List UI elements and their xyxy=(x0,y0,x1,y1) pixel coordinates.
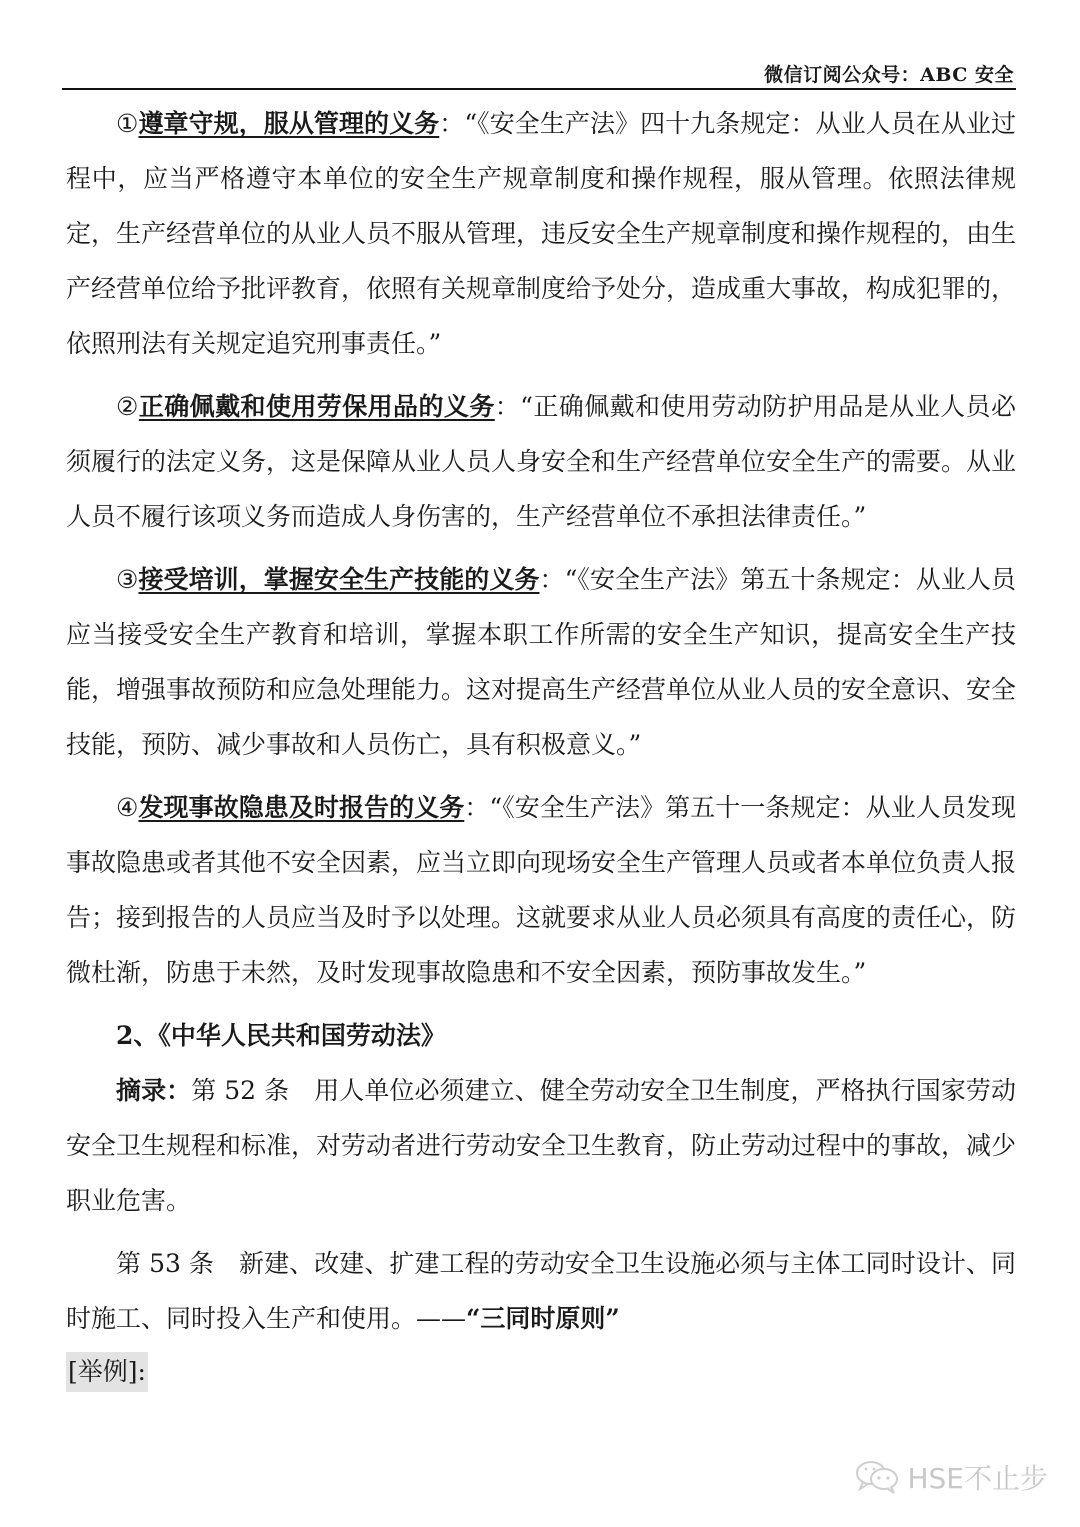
duty-separator: ： xyxy=(439,109,465,138)
watermark-text: HSE不止步 xyxy=(907,1462,1048,1495)
duty-marker: ① xyxy=(116,109,139,138)
duty-marker: ④ xyxy=(116,793,139,822)
duty-marker: ③ xyxy=(116,565,139,594)
duty-title: 遵章守规，服从管理的义务 xyxy=(138,109,440,138)
article-52-text: 第 52 条 用人单位必须建立、健全劳动安全卫生制度，严格执行国家劳动安全卫生规程和标准，对劳动者进行劳动安全卫生教育，防止劳动过程中的事故，减少职业危害。 xyxy=(66,1076,1017,1215)
three-simultaneous-principle: “三同时原则” xyxy=(466,1304,620,1333)
duty-paragraph-1 xyxy=(66,96,1016,371)
duty-title: 接受培训，掌握安全生产技能的义务 xyxy=(138,565,540,594)
article-53-text: 第 53 条 新建、改建、扩建工程的劳动安全卫生设施必须与主体工同时设计、同时施工、同时投入生产和使用。—— xyxy=(66,1249,1016,1333)
article-52-paragraph xyxy=(66,1063,1016,1228)
duty-separator: ： xyxy=(494,392,521,421)
duty-title: 正确佩戴和使用劳保用品的义务 xyxy=(138,392,495,421)
article-53-paragraph xyxy=(66,1236,1016,1346)
duty-separator: ： xyxy=(539,565,565,594)
duty-body: “《安全生产法》第五十一条规定：从业人员发现事故隐患或者其他不安全因素，应当立即向现场安全生产管理人员或者本单位负责人报告；接到报告的人员应当及时予以处理。这就要求从业人员必须具有高度的责任心，防微杜渐，防患于未然，及时发现事故隐患和不安全因素，预防事故发生。” xyxy=(66,793,1017,987)
duty-marker: ② xyxy=(116,392,139,421)
section-heading-labor-law: 2、《中华人民共和国劳动法》 xyxy=(116,1021,446,1050)
duty-paragraph-3 xyxy=(66,552,1016,772)
document-body xyxy=(66,96,1016,1392)
duty-paragraph-2 xyxy=(66,379,1016,544)
duty-body: “正确佩戴和使用劳动防护用品是从业人员必须履行的法定义务，这是保障从业人员人身安全和生产经营单位安全生产的需要。从业人员不履行该项义务而造成人身伤害的，生产经营单位不承担法律责任。” xyxy=(66,392,1017,531)
example-tag: [举例]: xyxy=(66,1352,148,1392)
page-header xyxy=(62,58,1016,90)
duty-title: 发现事故隐患及时报告的义务 xyxy=(138,793,465,822)
duty-body: “《安全生产法》四十九条规定：从业人员在从业过程中，应当严格遵守本单位的安全生产规章制度和操作规程，服从管理。依照法律规定，生产经营单位的从业人员不服从管理，违反安全生产规章制度和操作规程的，由生产经营单位给予批评教育，依照有关规章制度给予处分，造成重大事故，构成犯罪的，依照刑法有关规定追究刑事责任。” xyxy=(66,109,1017,358)
wechat-icon xyxy=(855,1459,901,1495)
watermark xyxy=(855,1457,1048,1497)
duty-body: “《安全生产法》第五十条规定：从业人员应当接受安全生产教育和培训，掌握本职工作所需的安全生产知识，提高安全生产技能，增强事故预防和应急处理能力。这对提高生产经营单位从业人员的安全意识、安全技能，预防、减少事故和人员伤亡，具有积极意义。” xyxy=(66,565,1017,759)
duty-paragraph-4 xyxy=(66,780,1016,1000)
header-subscription-text: 微信订阅公众号：ABC 安全 xyxy=(764,64,1014,86)
duty-separator: ： xyxy=(464,793,490,822)
excerpt-label: 摘录： xyxy=(116,1076,192,1105)
